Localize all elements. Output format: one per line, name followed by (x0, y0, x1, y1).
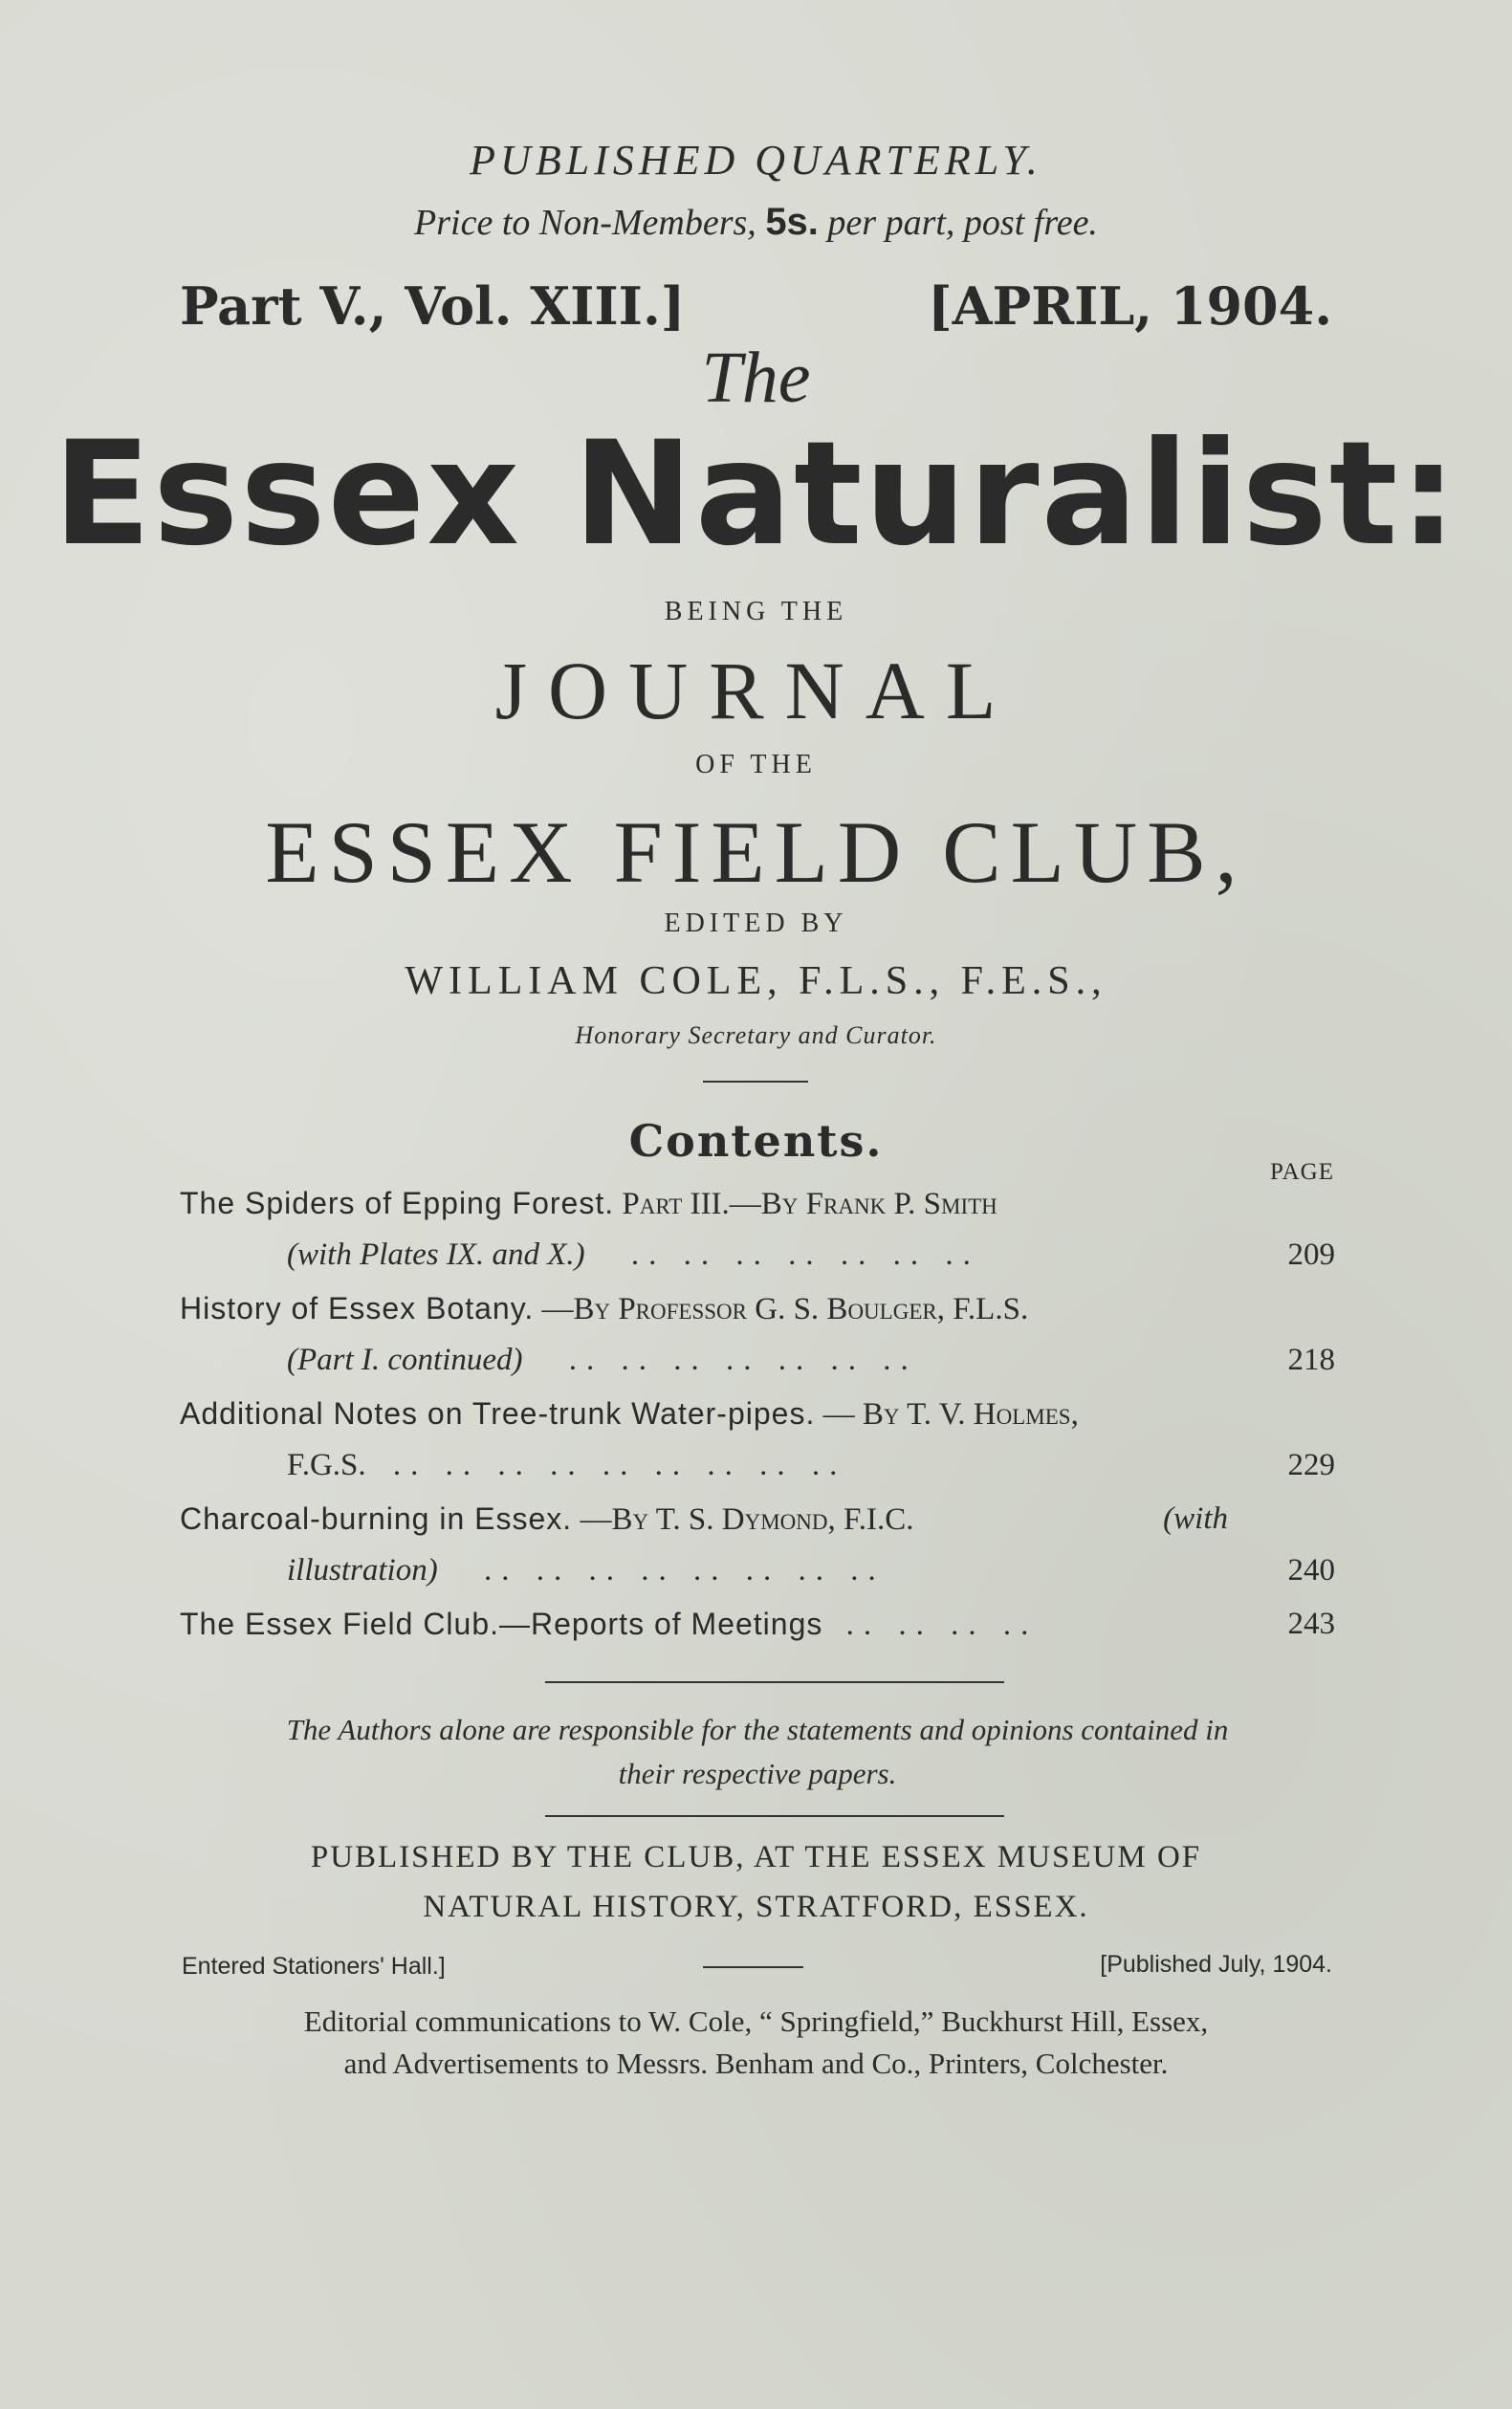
entry-title: The Spiders of Epping Forest. (180, 1186, 615, 1220)
entry-page: 229 (1287, 1448, 1335, 1482)
entry-page: 243 (1287, 1607, 1335, 1641)
of-the: OF THE (695, 750, 817, 779)
publisher-line: PUBLISHED BY THE CLUB, AT THE ESSEX MUSEUM OF (310, 1840, 1202, 1874)
disclaimer-line: their respective papers. (618, 1757, 897, 1790)
part-volume: Part V., Vol. XIII.] (180, 275, 686, 337)
entry-note-tail: (with (1163, 1501, 1228, 1536)
edited-by: EDITED BY (664, 909, 848, 938)
entry-note: (Part I. continued) (287, 1343, 523, 1377)
editor-name: WILLIAM COLE, F.L.S., F.E.S., (405, 959, 1107, 1003)
contents-entry (180, 1396, 1335, 1500)
entry-page: 209 (1287, 1237, 1335, 1272)
entry-page: 240 (1287, 1553, 1335, 1588)
journal-heading: JOURNAL (494, 645, 1018, 736)
club-name: ESSEX FIELD CLUB, (265, 803, 1247, 901)
editor-role: Honorary Secretary and Curator. (575, 1021, 937, 1049)
divider (545, 1681, 1004, 1683)
entry-title: Additional Notes on Tree-trunk Water-pipes. (180, 1396, 816, 1431)
entry-note: (with Plates IX. and X.) (287, 1237, 585, 1272)
price-prefix: Price to Non-Members, (414, 203, 756, 243)
contents-heading: Contents. (628, 1115, 884, 1167)
masthead-title: Essex Naturalist: (53, 411, 1459, 578)
divider (703, 1966, 803, 1968)
contents-entry (180, 1501, 1335, 1605)
being-the: BEING THE (664, 597, 848, 626)
entry-title: History of Essex Botany. (180, 1291, 535, 1325)
advertisements-line: and Advertisements to Messrs. Benham and Co., Printers, Colchester. (343, 2047, 1169, 2080)
published-quarterly: PUBLISHED QUARTERLY. (470, 137, 1042, 184)
contents-entry (180, 1291, 1335, 1394)
page-column-label: PAGE (1270, 1159, 1334, 1185)
divider (545, 1815, 1004, 1817)
editorial-line: Editorial communications to W. Cole, “ Springfield,” Buckhurst Hill, Essex, (303, 2004, 1209, 2038)
entry-author: Part III.—By Frank P. Smith (622, 1187, 997, 1221)
contents-entry (180, 1607, 1335, 1658)
issue-date: [APRIL, 1904. (928, 275, 1332, 337)
disclaimer-line: The Authors alone are responsible for the statements and opinions contained in (286, 1713, 1229, 1746)
entry-note: F.G.S. (287, 1448, 366, 1482)
divider (703, 1081, 808, 1083)
entered-stationers: Entered Stationers' Hall.] (182, 1953, 446, 1980)
price-value: 5s. (765, 201, 819, 243)
leader-dots: .. .. .. .. .. .. .. .. .. (392, 1448, 847, 1482)
entry-note: illustration) (287, 1553, 438, 1588)
entry-author: — By T. V. Holmes, (822, 1397, 1079, 1432)
price-line (0, 201, 1512, 244)
publisher-address: NATURAL HISTORY, STRATFORD, ESSEX. (423, 1890, 1089, 1924)
entry-author: —By Professor G. S. Boulger, F.L.S. (541, 1292, 1029, 1326)
leader-dots: .. .. .. .. .. .. .. (630, 1237, 980, 1272)
leader-dots: .. .. .. .. .. .. .. .. (483, 1553, 886, 1588)
entry-title: Charcoal-burning in Essex. (180, 1501, 573, 1536)
leader-dots: .. .. .. .. .. .. .. (568, 1343, 918, 1377)
price-suffix: per part, post free. (827, 203, 1098, 243)
disclaimer (180, 1708, 1335, 1796)
published-date: [Published July, 1904. (1100, 1951, 1332, 1978)
entry-page: 218 (1287, 1343, 1335, 1377)
leader-dots: .. .. .. .. (845, 1608, 1039, 1642)
contents-entry (180, 1186, 1335, 1289)
entry-title: The Essex Field Club.—Reports of Meetings (180, 1607, 823, 1641)
masthead-the: The (701, 338, 811, 418)
entry-author: —By T. S. Dymond, F.I.C. (580, 1502, 914, 1537)
